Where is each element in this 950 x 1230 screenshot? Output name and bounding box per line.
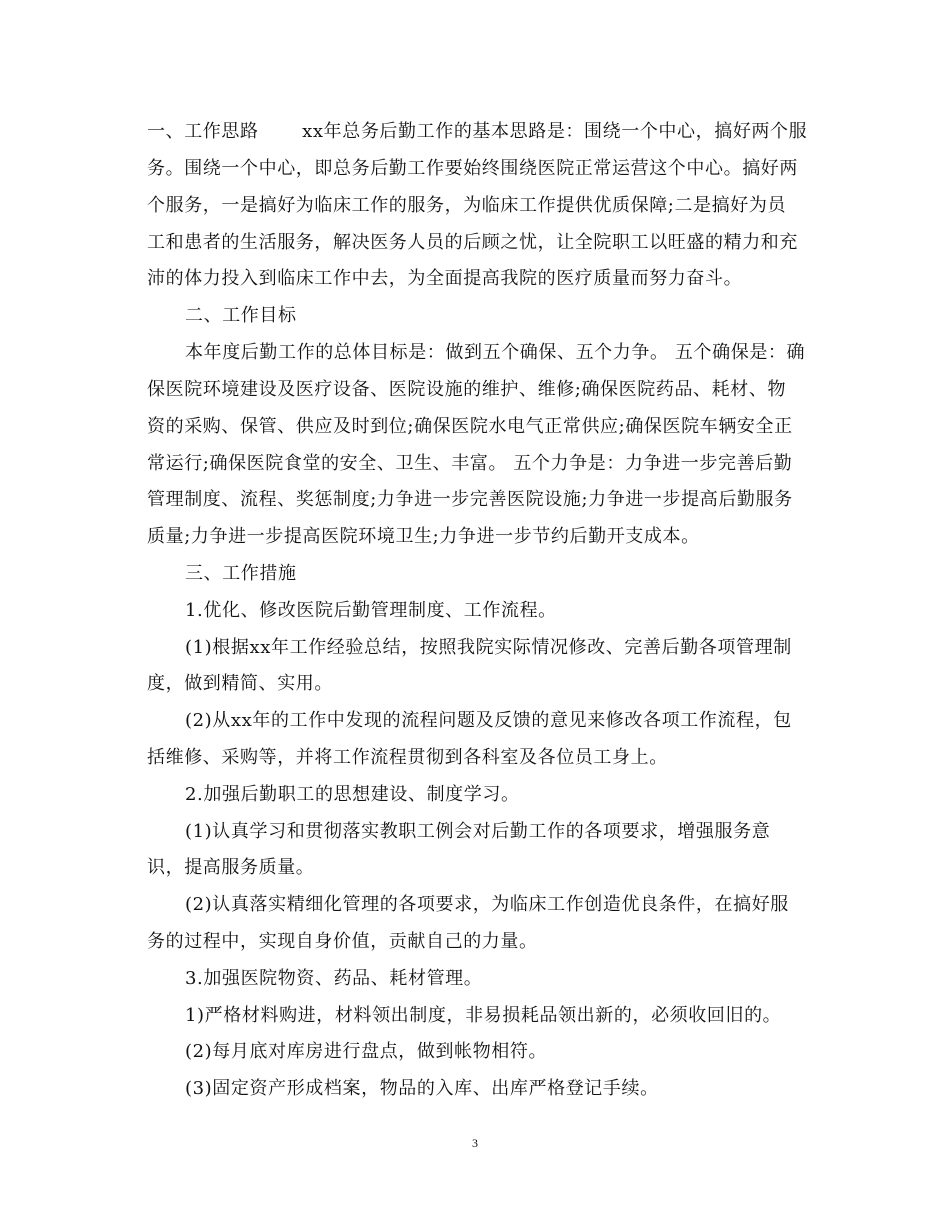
text-line: (2)认真落实精细化管理的各项要求，为临床工作创造优良条件，在搞好服 bbox=[185, 894, 789, 915]
text-line: 1)严格材料购进，材料领出制度，非易损耗品领出新的，必须收回旧的。 bbox=[185, 1005, 782, 1026]
text-line: 资的采购、保管、供应及时到位;确保医院水电气正常供应;确保医院车辆安全正 bbox=[147, 416, 793, 437]
section-heading: 三、工作措施 bbox=[185, 563, 297, 584]
page-number: 3 bbox=[472, 1136, 478, 1150]
text-line: (2)每月底对库房进行盘点，做到帐物相符。 bbox=[185, 1041, 548, 1062]
text-line: 保医院环境建设及医疗设备、医院设施的维护、维修;确保医院药品、耗材、物 bbox=[147, 379, 787, 400]
text-line: (2)从xx年的工作中发现的流程问题及反馈的意见来修改各项工作流程，包 bbox=[185, 710, 792, 731]
text-line: (1)认真学习和贯彻落实教职工例会对后勤工作的各项要求，增强服务意 bbox=[185, 821, 771, 842]
text-line: 识，提高服务质量。 bbox=[147, 857, 315, 878]
text-line: (1)根据xx年工作经验总结，按照我院实际情况修改、完善后勤各项管理制 bbox=[185, 637, 792, 658]
text-line: 沛的体力投入到临床工作中去，为全面提高我院的医疗质量而努力奋斗。 bbox=[147, 268, 743, 289]
text-line: 本年度后勤工作的总体目标是：做到五个确保、五个力争。 五个确保是：确 bbox=[185, 342, 806, 363]
text-line: 一、工作思路 xx年总务后勤工作的基本思路是：围绕一个中心，搞好两个服 bbox=[147, 121, 808, 142]
section-heading: 二、工作目标 bbox=[185, 305, 297, 326]
text-line: 工和患者的生活服务，解决医务人员的后顾之忧，让全院职工以旺盛的精力和充 bbox=[147, 232, 798, 253]
text-line: 务的过程中，实现自身价值，贡献自己的力量。 bbox=[147, 931, 538, 952]
text-line: 常运行;确保医院食堂的安全、卫生、丰富。 五个力争是：力争进一步完善后勤 bbox=[147, 453, 793, 474]
text-line: 管理制度、流程、奖惩制度;力争进一步完善医院设施;力争进一步提高后勤服务 bbox=[147, 489, 793, 510]
text-line: 1.优化、修改医院后勤管理制度、工作流程。 bbox=[185, 600, 557, 621]
text-line: 括维修、采购等，并将工作流程贯彻到各科室及各位员工身上。 bbox=[147, 747, 668, 768]
text-line: 务。围绕一个中心，即总务后勤工作要始终围绕医院正常运营这个中心。搞好两 bbox=[147, 158, 798, 179]
text-line: 度，做到精简、实用。 bbox=[147, 673, 333, 694]
text-line: (3)固定资产形成档案，物品的入库、出库严格登记手续。 bbox=[185, 1078, 659, 1099]
text-line: 质量;力争进一步提高医院环境卫生;力争进一步节约后勤开支成本。 bbox=[147, 526, 700, 547]
text-line: 个服务，一是搞好为临床工作的服务，为临床工作提供优质保障;二是搞好为员 bbox=[147, 195, 787, 216]
text-line: 2.加强后勤职工的思想建设、制度学习。 bbox=[185, 784, 520, 805]
text-line: 3.加强医院物资、药品、耗材管理。 bbox=[185, 968, 483, 989]
